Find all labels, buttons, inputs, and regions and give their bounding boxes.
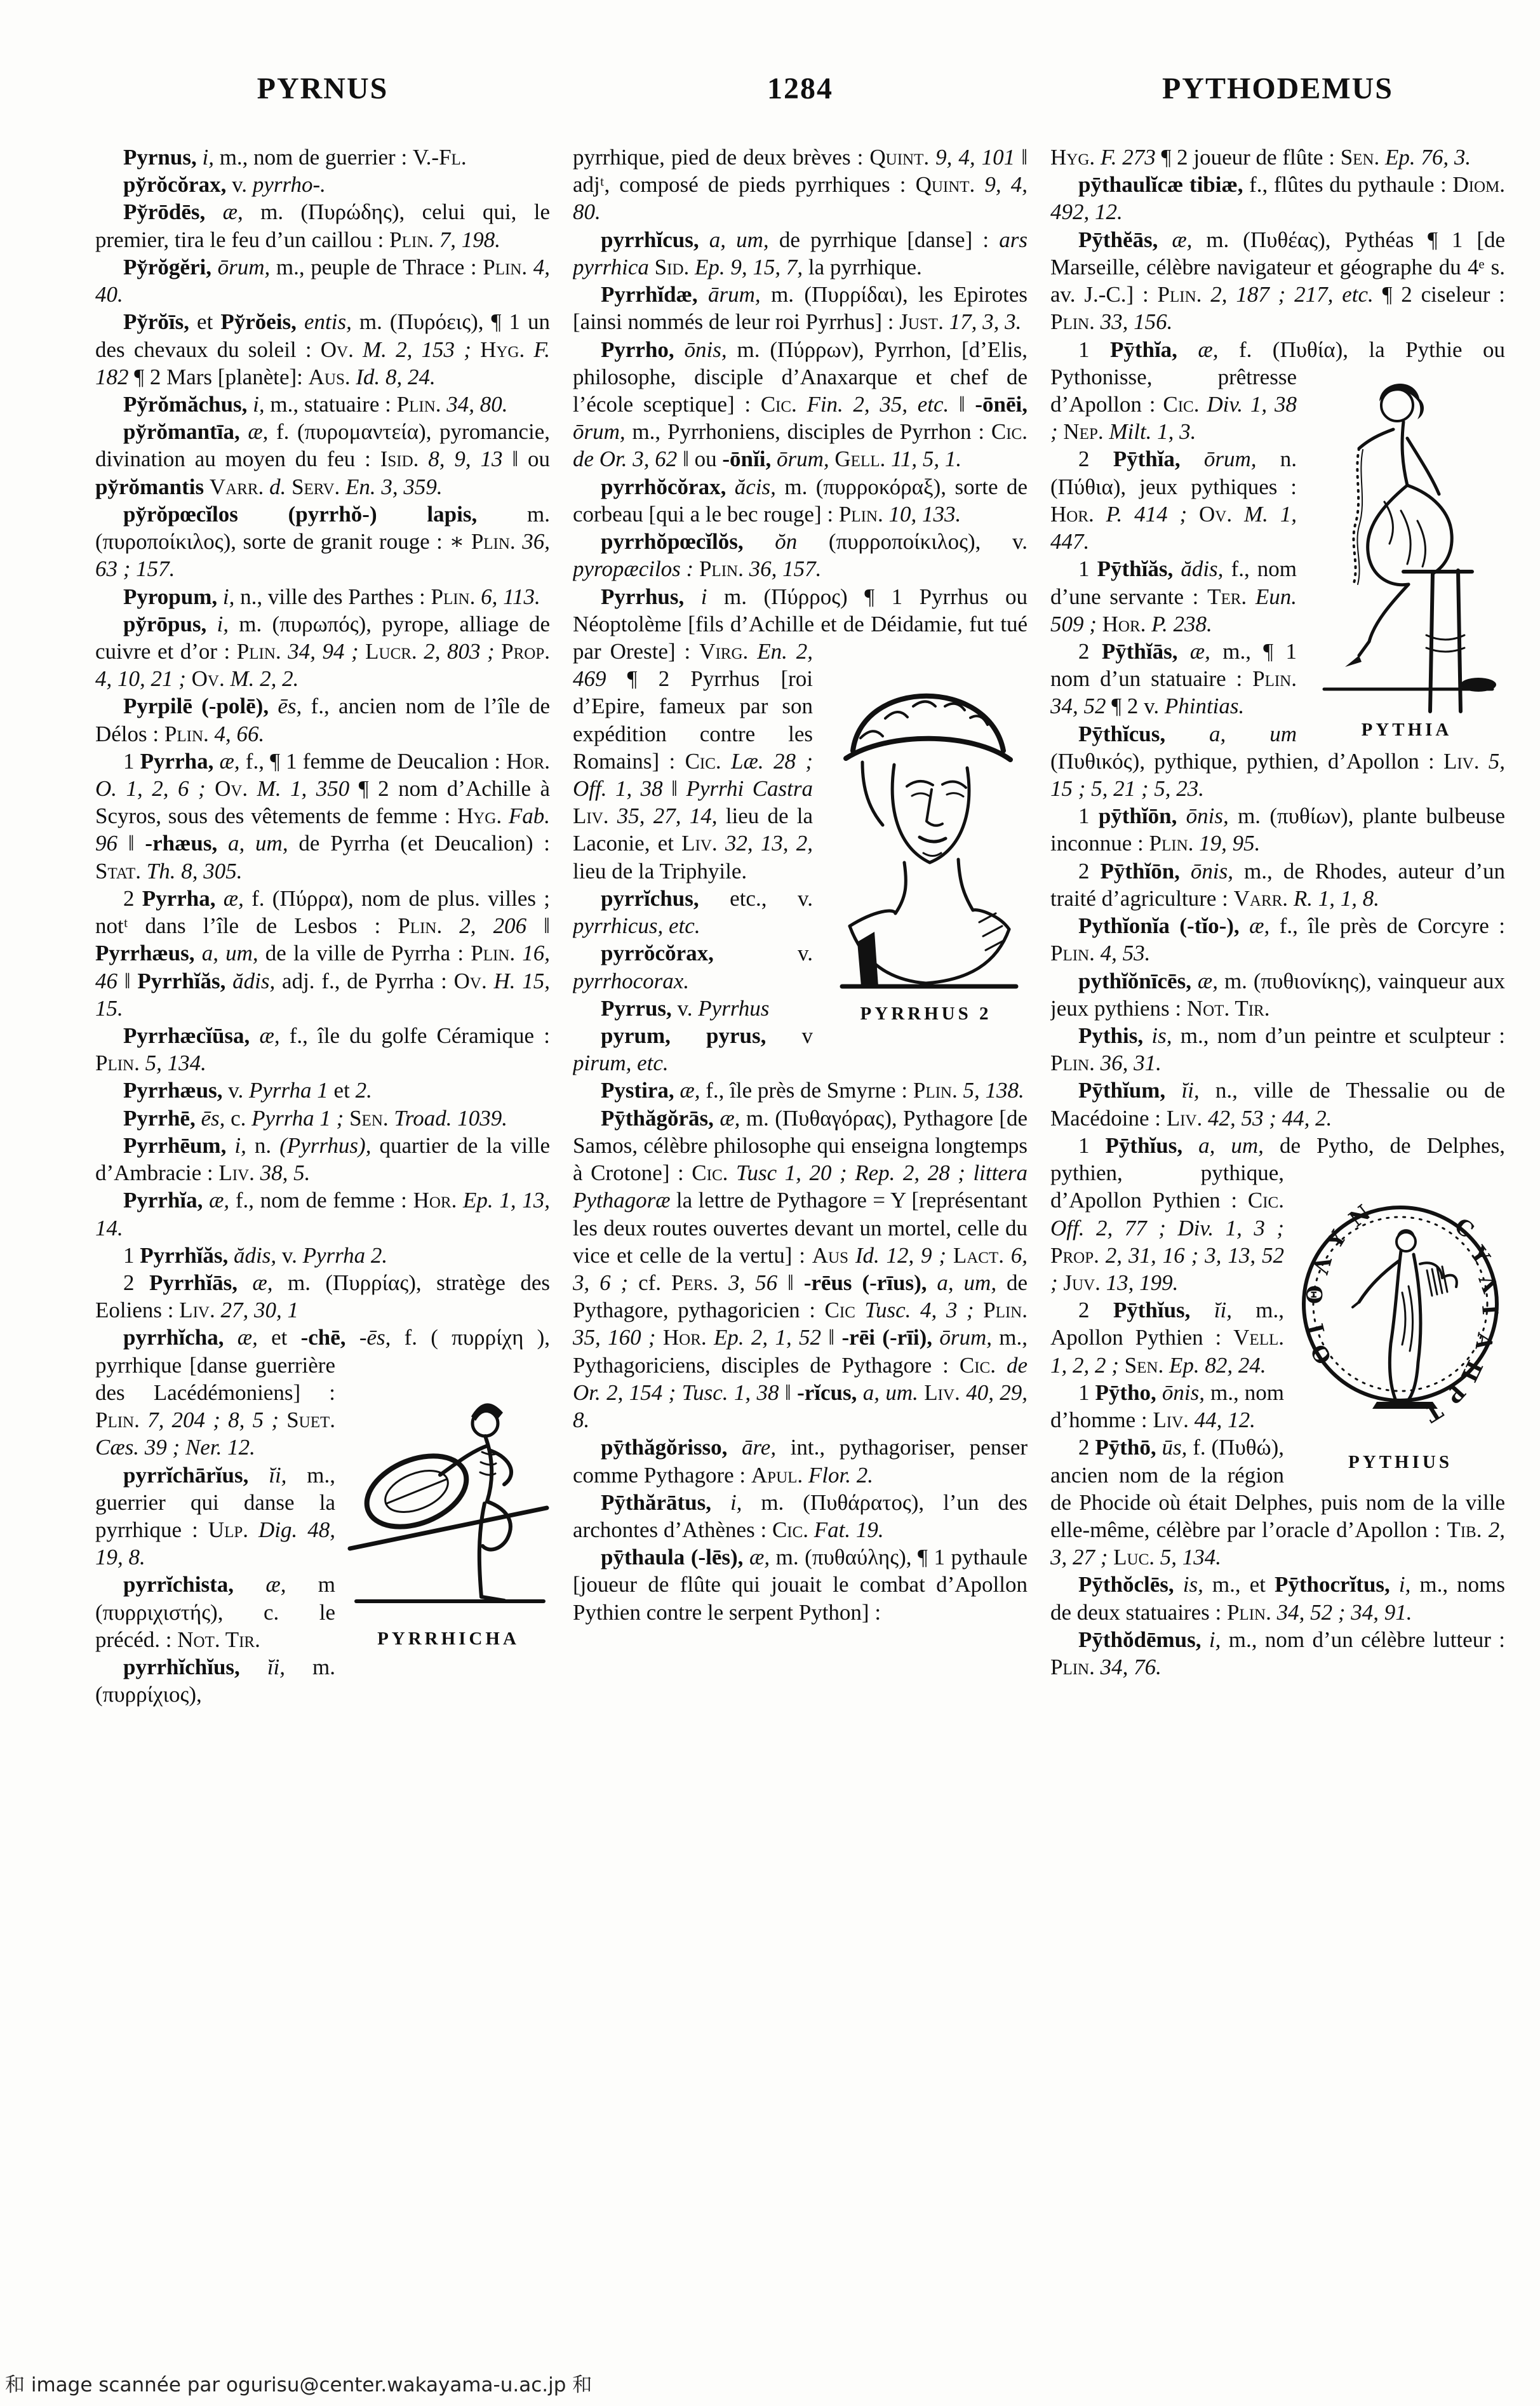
pyrrhicha-figure	[347, 1357, 550, 1651]
entry-text: de Delphes, pythien, pythique, d’Apollon Pythien : Cic. Off. 2, 77 ; Div. 1, 3 ; Prop. 2, 31, 16 ; 3, 13, 52 ; Juv. 13, 199.	[1050, 1132, 1505, 1295]
dict-entry	[95, 1077, 550, 1104]
dict-entry	[95, 692, 550, 747]
coin-legend-letter: Π	[1455, 1356, 1487, 1386]
entry-text: pyrrĭchista, æ, m (πυρριχιστής), c. le précéd. : Not. Tir.	[95, 1572, 335, 1652]
entry-text: Pyrrhus, i m. (Πύρρος) ¶ 1 Pyrrhus ou Néoptolème [fils d’Achille et de Déidamie, fut tué par	[573, 584, 1028, 664]
figure-caption: PYTHIA	[1361, 719, 1452, 740]
dict-entry	[95, 144, 550, 171]
dict-entry	[573, 528, 1028, 582]
entry-text: 2 Pyrrhĭās, æ, m. (Πυρρίας), stratège des Eoliens : Liv. 27, 30, 1	[95, 1270, 550, 1323]
dict-entry	[95, 1022, 550, 1077]
entry-text: Pȳthĭcus, a, um (Πυθικός), pythique, pythien, d’Apollon : Liv. 5, 15 ; 5, 21 ; 5, 23.	[1050, 721, 1505, 802]
dict-entry	[1050, 967, 1505, 1022]
entry-text: 2 Pyrrha, æ, f. (Πύρρα), nom de plus. villes ; notᵗ dans l’île de Lesbos : Plin. 2, 206 ‖ Pyrrhæus, a, um, de la ville de Pyrrha : Plin. 16, 46 ‖ Pyrrhĭăs, ădis, adj. f., de Pyrrha : Ov. H. 15, 15.	[95, 885, 550, 1021]
entry-text: 1 Pyrrhĭăs, ădis, v. Pyrrha 2.	[123, 1242, 388, 1268]
figure-caption: PYRRHICHA	[377, 1628, 519, 1649]
entry-text: Pyrrhæcĭūsa, æ, f., île du golfe Céramique : Plin. 5, 134.	[95, 1023, 550, 1076]
scan-credit: 和 image scannée par ogurisu@center.wakayama-u.ac.jp 和	[5, 2374, 593, 2396]
figure-caption: PYRRHUS 2	[860, 1003, 992, 1024]
entry-text: Py̆rōdēs, æ, m. (Πυρώδης), celui qui, le premier, tira le feu d’un caillou : Plin. 7, 198.	[95, 199, 550, 252]
entry-text: Pyrrho, ōnis, m. (Πύρρων), Pyrrhon, [d’Elis, philosophe, disciple d’Anaxarque et chef de l’école sceptique] : Cic. Fin. 2, 35, etc. ‖ -ōnēi, ōrum, m., Pyrrhoniens, disciples de Pyrrhon : Cic. de Or. 3, 62 ‖ ou -ōnĭi, ōrum, Gell. 11, 5, 1.	[573, 337, 1028, 472]
dict-entry	[95, 748, 550, 885]
dict-entry	[573, 1077, 1028, 1104]
apollo-coin-illustration	[1296, 1164, 1505, 1447]
running-head-right: PYTHODEMUS	[1162, 72, 1393, 105]
entry-text: 2 Pȳthĭās, æ, m., ¶ 1 nom d’un statuaire : Plin. 34, 52 ¶ 2 v. Phintias.	[1050, 638, 1297, 719]
entry-text: pyrrhŏpœcĭlŏs, ŏn (πυρροποίκιλος), v. pyropæcilos : Plin. 36, 157.	[573, 529, 1028, 582]
dict-entry	[573, 336, 1028, 473]
pyrrhus-figure	[824, 643, 1028, 1026]
dict-entry	[1050, 1626, 1505, 1681]
entry-text: 2 Pȳthĭus, ĭi, m., Apollon Pythien : Vell. 1, 2, 2 ; Sen. Ep. 82, 24.	[1050, 1298, 1285, 1378]
pyrrhus-bust-illustration	[824, 643, 1028, 998]
entry-text: Pyrrhē, ēs, c. Pyrrha 1 ; Sen. Troad. 1039.	[123, 1105, 507, 1131]
entry-text: ( πυρρίχη ), pyrrhique [danse guerrière des Lacédémoniens] : Plin. 7, 204 ; 8, 5 ; Suet. Cæs. 39 ; Ner. 12.	[95, 1325, 550, 1460]
entry-text: Pȳthŏdēmus, i, m., nom d’un célèbre lutteur : Plin. 34, 76.	[1050, 1627, 1505, 1680]
dict-entry	[95, 171, 550, 198]
entry-text: Pyrrhĭa, æ, f., nom de femme : Hor. Ep. 1, 13, 14.	[95, 1188, 550, 1240]
entry-text: Pyrrhēum, i, n. (Pyrrhus), quartier de la ville d’Ambracie : Liv. 38, 5.	[95, 1132, 550, 1186]
figure-caption: PYTHIUS	[1348, 1452, 1452, 1473]
dict-entry	[95, 1269, 550, 1324]
entry-text: py̆rŏcŏrax, v. pyrrho-.	[123, 172, 326, 198]
pythius-figure	[1296, 1164, 1505, 1474]
entry-text: 1 Pyrrha, æ, f., ¶ 1 femme de Deucalion : Hor. O. 1, 2, 6 ; Ov. M. 1, 350 ¶ 2 nom d’Achille à Scyros, sous des vêtements de femme : Hyg. Fab. 96 ‖ -rhæus, a, um, de Pyrrha (et Deucalion) : Stat. Th. 8, 305.	[95, 748, 550, 884]
entry-text: 1 Pȳthĭus, a, um, de Pytho,	[1078, 1132, 1390, 1158]
dict-entry	[1050, 802, 1505, 857]
entry-text: Py̆rŏīs, et Py̆rŏeis, entis, m. (Πυρόεις), ¶ 1 un des chevaux du soleil : Ov. M. 2, 153 ; Hyg. F. 182 ¶ 2 Mars [planète]: Aus. Id. 8, 24.	[95, 309, 550, 389]
entry-text: pythĭŏnīcēs, æ, m. (πυθιονίκης), vainqueur aux jeux pythiens : Not. Tir.	[1050, 968, 1505, 1021]
dict-entry	[95, 885, 550, 1022]
page-number: 1284	[767, 72, 833, 105]
dict-entry	[573, 1489, 1028, 1543]
dict-entry	[95, 1653, 550, 1708]
entry-text: Pȳthĕās, æ, m. (Πυθέας), Pythéas ¶ 1 [de Marseille, célèbre navigateur et géographe du 4ᵉ s. av. J.-C.] : Plin. 2, 187 ; 217, etc. ¶ 2 ciseleur : Plin. 33, 156.	[1050, 227, 1505, 335]
dict-entry	[1050, 912, 1505, 967]
entry-text: Pȳthŏclēs, is, m., et Pȳthocrĭtus, i, m., noms de deux statuaires : Plin. 34, 52 ; 34, 91.	[1050, 1572, 1505, 1625]
entry-text: pȳthaulĭcæ tibiæ, f., flûtes du pythaule : Diom. 492, 12.	[1050, 172, 1505, 225]
entry-text: 1 Pȳthĭa, æ, f. (Πυθία), la	[1078, 337, 1406, 362]
entry-text: Py̆rŏgĕri, ōrum, m., peuple de Thrace : Plin. 4, 40.	[95, 254, 550, 307]
dict-entry	[95, 501, 550, 583]
entry-text: Pyrrhæus, v. Pyrrha 1 et 2.	[123, 1078, 372, 1103]
dict-entry	[95, 418, 550, 501]
coin-legend-letter: Ι	[1476, 1303, 1503, 1316]
dict-entry	[1050, 1022, 1505, 1077]
entry-text: pyrrhĭchĭus, ĭi, m. (πυρρίχιος),	[95, 1655, 335, 1707]
entry-text: Pyrrhĭdæ, ārum, m. (Πυρρίδαι), les Epirotes [ainsi nommés de leur roi Pyrrhus] : Just. 17, 3, 3.	[573, 282, 1028, 335]
dict-entry	[95, 610, 550, 693]
entry-text: 1 pȳthĭōn, ōnis, m. (πυθίων), plante bulbeuse inconnue : Plin. 19, 95.	[1050, 803, 1505, 856]
entry-text: Pyrrus, v. Pyrrhus	[601, 995, 770, 1021]
dict-entry	[95, 1186, 550, 1241]
warrior-dancer-illustration	[347, 1357, 550, 1623]
coin-legend-letter: Ι	[1303, 1321, 1330, 1337]
entry-text: Pyrpilē (-polē), ēs, f., ancien nom de l’île de Délos : Plin. 4, 66.	[95, 694, 550, 746]
entry-text: pyrrĭchārĭus, ĭi, m., guerrier qui danse la pyrrhique : Ulp. Dig. 48, 19, 8.	[95, 1462, 335, 1570]
dict-entry	[1050, 1571, 1505, 1625]
entry-text: pȳthăgŏrisso, āre, int., pythagoriser, penser comme Pythagore : Apul. Flor. 2.	[573, 1435, 1028, 1488]
entry-text: pȳthaula (-lēs), æ, m. (πυθαύλης), ¶ 1 pythaule [joueur de flûte qui jouait le combat d’Apollon Pythien contre le serpent Python] :	[573, 1545, 1028, 1625]
dict-entry	[1050, 171, 1505, 225]
dictionary-column-1	[95, 144, 550, 2354]
coin-legend-letter: Τ	[1419, 1397, 1447, 1427]
entry-text: pyrum, pyrus, v pirum, etc.	[573, 1023, 813, 1076]
dictionary-column-2	[573, 144, 1028, 2354]
entry-text: 2 Pȳthō, ūs, f. (Πυθώ), ancien nom de la région de Phocide où était Delphes, puis nom de la ville elle-même, célèbre par l’oracle d’Apollon : Tib. 2, 3, 27 ; Luc. 5, 134.	[1050, 1435, 1505, 1570]
dict-entry	[95, 1105, 550, 1132]
coin-legend-letter: Ν	[1344, 1200, 1376, 1233]
entry-text: Hyg. F. 273 ¶ 2 joueur de flûte : Sen. Ep. 76, 3.	[1050, 145, 1471, 170]
entry-text: pyrrhĭcha, æ, et -chē, -ēs, f.	[123, 1325, 431, 1350]
entry-text: Py̆rŏmăchus, i, m., statuaire : Plin. 34, 80.	[123, 391, 508, 417]
entry-text: Pythĭonĭa (-tĭo-), æ, f., île près de Corcyre : Plin. 4, 53.	[1050, 913, 1505, 966]
dict-entry	[1050, 857, 1505, 912]
dict-entry	[95, 198, 550, 253]
dict-entry	[95, 391, 550, 418]
entry-text: 2 Pȳthĭa, ōrum, n. (Πύθια), jeux pythiques : Hor. P. 414 ; Ov. M. 1, 447.	[1050, 447, 1297, 554]
coin-legend-letter: Ρ	[1440, 1379, 1471, 1408]
dict-entry	[573, 226, 1028, 281]
entry-text: Pȳthăgŏrās, æ, m. (Πυθαγόρας), Pythagore [de Samos, célèbre philosophe qui enseigna longtemps à Crotone] : Cic. Tusc 1, 20 ; Rep. 2, 28 ; littera Pythagoræ la lettre de Pythagore = Y [représentant les deux routes ouvertes devant un mortel, celle du vice et celle de la vertu] : Aus Id. 12, 9 ; Lact. 6, 3, 6 ; cf. Pers. 3, 56 ‖ -rēus (-rīus), a, um, de Pythagore, pythagoricien : Cic Tusc. 4, 3 ; Plin. 35, 160 ; Hor. Ep. 2, 1, 52 ‖ -rēi (-rīi), ōrum, m., Pythagoriciens, disciples de Pythagore : Cic. de Or. 2, 154 ; Tusc. 1, 38 ‖ -rĭcus, a, um. Liv. 40, 29, 8.	[573, 1105, 1028, 1433]
dict-entry	[1050, 144, 1505, 171]
coin-legend-letter: Θ	[1302, 1285, 1328, 1305]
dict-entry	[95, 1242, 550, 1269]
entry-text: Pythie ou Pythonisse, prêtresse d’Apollon : Cic. Div. 1, 38 ; Nep. Milt. 1, 3.	[1050, 337, 1505, 445]
entry-text: Pystira, æ, f., île près de Smyrne : Plin. 5, 138.	[601, 1078, 1024, 1103]
dict-entry	[573, 1543, 1028, 1626]
dict-entry	[95, 583, 550, 610]
coin-legend-letter: C	[1449, 1213, 1479, 1244]
dictionary-column-3	[1050, 144, 1505, 2354]
entry-text: Pythis, is, m., nom d’un peintre et sculpteur : Plin. 36, 31.	[1050, 1023, 1505, 1076]
entry-text: pyrrŏcŏrax, v. pyrrhocorax.	[573, 941, 813, 993]
entry-text: pyrrhique, pied de deux brèves : Quint. 9, 4, 101 ‖ adjᵗ, composé de pieds pyrrhiques : Quint. 9, 4, 80.	[573, 145, 1028, 225]
entry-text: 2 Pȳthĭōn, ōnis, m., de Rhodes, auteur d’un traité d’agriculture : Varr. R. 1, 1, 8.	[1050, 858, 1505, 911]
coin-legend-letter: Ο	[1306, 1339, 1337, 1369]
dict-entry	[95, 308, 550, 391]
entry-text: Pȳthărātus, i, m. (Πυθάρατος), l’un des archontes d’Athènes : Cic. Fat. 19.	[573, 1489, 1028, 1542]
entry-text: pyrrhĭcus, a, um, de pyrrhique [danse] : ars pyrrhica Sid. Ep. 9, 15, 7, la pyrrhique.	[573, 227, 1028, 279]
entry-text: Pyropum, i, n., ville des Parthes : Plin. 6, 113.	[123, 584, 540, 609]
dict-entry	[573, 1434, 1028, 1488]
dict-entry	[1050, 1077, 1505, 1131]
dict-entry	[95, 1132, 550, 1186]
entry-text: Pȳthĭum, ĭi, n., ville de Thessalie ou de Macédoine : Liv. 42, 53 ; 44, 2.	[1050, 1078, 1505, 1131]
dict-entry	[573, 473, 1028, 528]
coin-legend-letter: Α	[1470, 1331, 1498, 1352]
entry-text: py̆rŏmantīa, æ, f. (πυρομαντεία), pyromancie, divination au moyen du feu : Isid. 8, 9, 13 ‖ ou py̆rŏmantis Varr. d. Serv. En. 3, 359.	[95, 419, 550, 499]
dict-entry	[1050, 226, 1505, 336]
coin-legend-letter: Υ	[1464, 1241, 1495, 1270]
pythia-figure	[1308, 368, 1505, 742]
entry-text: 1 Pȳthĭăs, ădis, f., nom d’une servante : Ter. Eun. 509 ; Hor. P. 238.	[1050, 556, 1297, 636]
entry-text: Pyrnus, i, m., nom de guerrier : V.-Fl.	[123, 145, 467, 170]
entry-text: 1 Pȳtho, ōnis, m., nom d’homme : Liv. 44, 12.	[1050, 1380, 1284, 1433]
dict-entry	[573, 281, 1028, 335]
entry-text: pyrrĭchus, etc., v. pyrrhicus, etc.	[573, 885, 813, 939]
entry-text: Oreste] : Virg. En. 2, 469 ¶ 2 Pyrrhus [roi d’Epire, fameux par son expédition contre les Romains] : Cic. Læ. 28 ; Off. 1, 38 ‖ Pyrrhi Castra Liv. 35, 27, 14, lieu de la Laconie, et Liv. 32, 13, 2, lieu de la Triphyile.	[573, 638, 814, 884]
running-head-left: PYRNUS	[257, 72, 389, 105]
coin-legend-letter: Υ	[1322, 1227, 1352, 1253]
coin-legend-letter: Λ	[1308, 1254, 1337, 1277]
coin-legend-letter: Λ	[1473, 1272, 1503, 1296]
dict-entry	[95, 253, 550, 308]
running-header	[95, 71, 1505, 106]
entry-text: py̆rōpus, i, m. (πυρωπός), pyrope, alliage de cuivre et d’or : Plin. 34, 94 ; Lucr. 2, 803 ; Prop. 4, 10, 21 ; Ov. M. 2, 2.	[95, 611, 550, 692]
dict-entry	[573, 144, 1028, 226]
entry-text: pyrrhŏcŏrax, ăcis, m. (πυρροκόραξ), sorte de corbeau [qui a le bec rouge] : Plin. 10, 133.	[573, 474, 1028, 527]
pythia-tripod-illustration	[1308, 368, 1505, 715]
entry-text: py̆rŏpœcĭlos (pyrrhŏ-) lapis, m. (πυροποίκιλος), sorte de granit rouge : ∗ Plin. 36, 63 ; 157.	[95, 501, 550, 582]
dict-entry	[573, 1105, 1028, 1434]
dict-entry	[573, 1022, 1028, 1077]
